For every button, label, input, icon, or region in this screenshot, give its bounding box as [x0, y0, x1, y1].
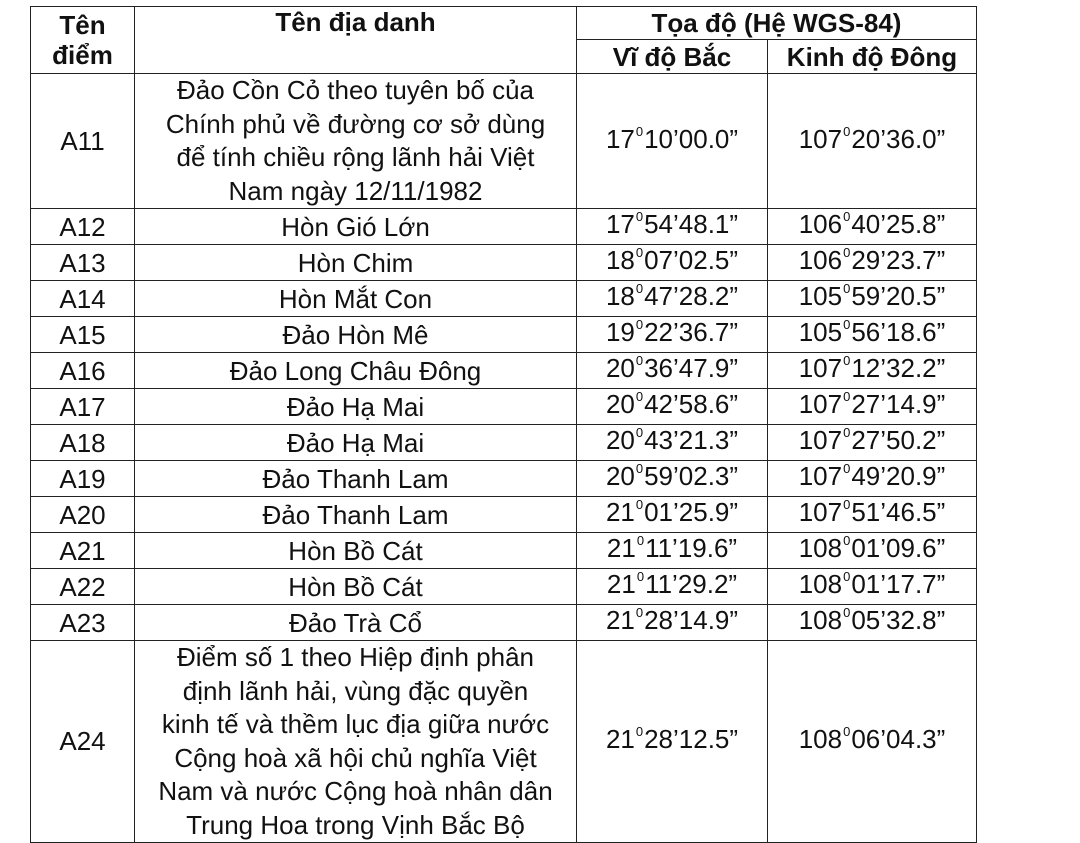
lat-degrees: 21: [605, 605, 635, 635]
header-point-name: [31, 7, 135, 74]
lat-minutes-seconds: 01’25.9”: [644, 497, 739, 527]
longitude-cell: [768, 245, 977, 281]
lat-minutes-seconds: 59’02.3”: [644, 461, 739, 491]
lon-minutes-seconds: 27’50.2”: [851, 425, 946, 455]
degree-mark: 0: [635, 209, 644, 224]
lat-degrees: 19: [605, 317, 635, 347]
degree-mark: 0: [635, 353, 644, 368]
lon-minutes-seconds: 49’20.9”: [851, 461, 946, 491]
lat-degrees: 17: [605, 123, 635, 154]
point-name-cell: A16: [31, 353, 135, 389]
lon-minutes-seconds: 59’20.5”: [851, 281, 946, 311]
place-name-line: để tính chiều rộng lãnh hải Việt: [176, 142, 535, 172]
latitude-cell: [577, 641, 768, 843]
table-row: [31, 353, 977, 389]
degree-mark: 0: [843, 281, 851, 296]
latitude-cell: [577, 74, 768, 209]
lon-minutes-seconds: 05’32.8”: [851, 605, 946, 635]
degree-mark: 0: [843, 353, 851, 368]
lon-minutes-seconds: 01’09.6”: [851, 533, 946, 563]
table-row: [31, 425, 977, 461]
lon-degrees: 106: [798, 245, 843, 275]
degree-mark: 0: [843, 317, 851, 332]
header-latitude: Vĩ độ Bắc: [577, 40, 768, 74]
table-row: [31, 605, 977, 641]
degree-mark: 0: [843, 425, 851, 440]
lon-minutes-seconds: 12’32.2”: [851, 353, 946, 383]
longitude-cell: [768, 74, 977, 209]
degree-mark: 0: [843, 123, 851, 139]
lon-minutes-seconds: 27’14.9”: [851, 389, 946, 419]
longitude-cell: [768, 281, 977, 317]
lat-minutes-seconds: 11’19.6”: [645, 533, 738, 563]
degree-mark: 0: [843, 497, 851, 512]
longitude-cell: [768, 389, 977, 425]
degree-mark: 0: [636, 533, 645, 548]
place-name-cell: Hòn Bồ Cát: [135, 569, 577, 605]
degree-mark: 0: [635, 245, 644, 260]
lat-degrees: 21: [605, 497, 635, 527]
longitude-cell: [768, 209, 977, 245]
place-name-cell: [135, 74, 577, 209]
lon-degrees: 108: [798, 724, 843, 754]
header-coordinates: Tọa độ (Hệ WGS-84): [577, 7, 977, 40]
lon-degrees: 107: [798, 353, 843, 383]
degree-mark: 0: [635, 281, 644, 296]
coordinates-table: [30, 6, 977, 843]
latitude-cell: [577, 281, 768, 317]
place-name-line: Nam ngày 12/11/1982: [228, 175, 483, 206]
latitude-cell: [577, 533, 768, 569]
table-row: [31, 209, 977, 245]
header-place-name: Tên địa danh: [135, 7, 577, 74]
degree-mark: 0: [635, 123, 644, 139]
lon-minutes-seconds: 56’18.6”: [851, 317, 946, 347]
degree-mark: 0: [843, 389, 851, 404]
lon-degrees: 107: [798, 497, 843, 527]
place-name-cell: [135, 641, 577, 843]
degree-mark: 0: [843, 461, 851, 476]
point-name-cell: A20: [31, 497, 135, 533]
place-name-line: kinh tế và thềm lục địa giữa nước: [161, 709, 550, 739]
place-name-cell: Hòn Bồ Cát: [135, 533, 577, 569]
lon-minutes-seconds: 01’17.7”: [851, 569, 946, 599]
place-name-line: Cộng hoà xã hội chủ nghĩa Việt: [174, 742, 537, 773]
place-name-line: Trung Hoa trong Vịnh Bắc Bộ: [186, 809, 525, 840]
table-row: [31, 245, 977, 281]
lon-minutes-seconds: 06’04.3”: [851, 724, 946, 754]
longitude-cell: [768, 317, 977, 353]
header-longitude: Kinh độ Đông: [768, 40, 977, 74]
lat-minutes-seconds: 43’21.3”: [644, 425, 739, 455]
point-name-cell: A22: [31, 569, 135, 605]
degree-mark: 0: [635, 425, 644, 440]
place-name-cell: Đảo Thanh Lam: [135, 497, 577, 533]
degree-mark: 0: [843, 245, 851, 260]
header-point-line1: Tên: [59, 10, 106, 40]
point-name-cell: A19: [31, 461, 135, 497]
table-row: [31, 389, 977, 425]
table-row: [31, 533, 977, 569]
point-name-cell: A11: [31, 74, 135, 209]
place-name-line: Nam và nước Cộng hoà nhân dân: [158, 776, 553, 806]
lon-minutes-seconds: 40’25.8”: [851, 209, 946, 239]
place-name-cell: Đảo Hòn Mê: [135, 317, 577, 353]
point-name-cell: A15: [31, 317, 135, 353]
longitude-cell: [768, 641, 977, 843]
lon-degrees: 107: [798, 123, 843, 154]
point-name-cell: A13: [31, 245, 135, 281]
place-name-cell: Hòn Mắt Con: [135, 281, 577, 317]
degree-mark: 0: [843, 724, 851, 739]
latitude-cell: [577, 605, 768, 641]
lon-degrees: 107: [798, 461, 843, 491]
lon-minutes-seconds: 51’46.5”: [851, 497, 946, 527]
longitude-cell: [768, 461, 977, 497]
lon-degrees: 108: [798, 605, 843, 635]
lat-degrees: 21: [605, 724, 635, 754]
lat-degrees: 20: [605, 353, 635, 383]
latitude-cell: [577, 389, 768, 425]
degree-mark: 0: [635, 317, 644, 332]
lon-minutes-seconds: 29’23.7”: [851, 245, 946, 275]
latitude-cell: [577, 317, 768, 353]
latitude-cell: [577, 353, 768, 389]
lat-degrees: 18: [605, 281, 635, 311]
place-name-line: định lãnh hải, vùng đặc quyền: [182, 675, 529, 706]
lat-degrees: 21: [606, 569, 636, 599]
table-body: [31, 74, 977, 843]
lon-degrees: 108: [798, 533, 843, 563]
latitude-cell: [577, 245, 768, 281]
lat-minutes-seconds: 47’28.2”: [644, 281, 739, 311]
point-name-cell: A24: [31, 641, 135, 843]
degree-mark: 0: [843, 533, 851, 548]
longitude-cell: [768, 605, 977, 641]
latitude-cell: [577, 425, 768, 461]
latitude-cell: [577, 497, 768, 533]
longitude-cell: [768, 497, 977, 533]
place-name-cell: Đảo Hạ Mai: [135, 425, 577, 461]
point-name-cell: A23: [31, 605, 135, 641]
lat-minutes-seconds: 28’12.5”: [644, 724, 739, 754]
degree-mark: 0: [843, 605, 851, 620]
lat-degrees: 21: [606, 533, 636, 563]
lon-minutes-seconds: 20’36.0”: [851, 123, 946, 154]
place-name-cell: Hòn Chim: [135, 245, 577, 281]
longitude-cell: [768, 353, 977, 389]
lon-degrees: 105: [798, 317, 843, 347]
point-name-cell: A14: [31, 281, 135, 317]
point-name-cell: A21: [31, 533, 135, 569]
header-point-line2: điểm: [52, 40, 113, 70]
table-row: [31, 497, 977, 533]
degree-mark: 0: [843, 209, 851, 224]
lat-degrees: 17: [605, 209, 635, 239]
degree-mark: 0: [635, 724, 644, 739]
latitude-cell: [577, 461, 768, 497]
lat-degrees: 20: [605, 425, 635, 455]
lon-degrees: 107: [798, 389, 843, 419]
latitude-cell: [577, 209, 768, 245]
table-row: [31, 461, 977, 497]
lat-minutes-seconds: 36’47.9”: [644, 353, 739, 383]
degree-mark: 0: [635, 497, 644, 512]
degree-mark: 0: [636, 569, 645, 584]
place-name-cell: Đảo Long Châu Đông: [135, 353, 577, 389]
lat-minutes-seconds: 42’58.6”: [644, 389, 739, 419]
lon-degrees: 105: [798, 281, 843, 311]
lat-minutes-seconds: 11’29.2”: [645, 569, 738, 599]
table-row: [31, 641, 977, 843]
table-row: [31, 281, 977, 317]
place-name-cell: Đảo Trà Cổ: [135, 605, 577, 641]
lon-degrees: 108: [798, 569, 843, 599]
longitude-cell: [768, 533, 977, 569]
point-name-cell: A17: [31, 389, 135, 425]
lon-degrees: 107: [798, 425, 843, 455]
lat-degrees: 18: [605, 245, 635, 275]
longitude-cell: [768, 425, 977, 461]
longitude-cell: [768, 569, 977, 605]
table-row: [31, 74, 977, 209]
lat-minutes-seconds: 10’00.0”: [644, 123, 739, 154]
lat-degrees: 20: [605, 461, 635, 491]
place-name-cell: Đảo Hạ Mai: [135, 389, 577, 425]
table-row: [31, 569, 977, 605]
place-name-line: Đảo Cồn Cỏ theo tuyên bố của: [176, 75, 535, 105]
place-name-cell: Hòn Gió Lớn: [135, 209, 577, 245]
degree-mark: 0: [635, 605, 644, 620]
latitude-cell: [577, 569, 768, 605]
lat-minutes-seconds: 22’36.7”: [644, 317, 739, 347]
lat-minutes-seconds: 07’02.5”: [644, 245, 739, 275]
degree-mark: 0: [635, 461, 644, 476]
degree-mark: 0: [843, 569, 851, 584]
place-name-line: Chính phủ về đường cơ sở dùng: [165, 108, 546, 139]
point-name-cell: A12: [31, 209, 135, 245]
lat-minutes-seconds: 54’48.1”: [644, 209, 739, 239]
lat-degrees: 20: [605, 389, 635, 419]
table-row: [31, 317, 977, 353]
place-name-cell: Đảo Thanh Lam: [135, 461, 577, 497]
place-name-line: Điểm số 1 theo Hiệp định phân: [176, 642, 534, 672]
degree-mark: 0: [635, 389, 644, 404]
point-name-cell: A18: [31, 425, 135, 461]
lon-degrees: 106: [798, 209, 843, 239]
lat-minutes-seconds: 28’14.9”: [644, 605, 739, 635]
